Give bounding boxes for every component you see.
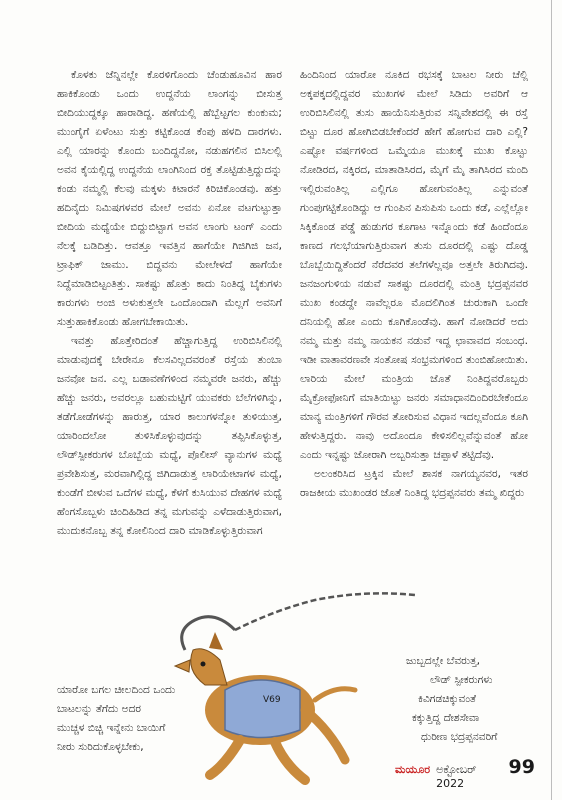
page-edge-rule [551, 0, 552, 800]
text-line: ಬಾಟಲನ್ನು ತೆಗೆದು ಅದರ [57, 703, 142, 715]
vest-label: V69 [263, 695, 281, 705]
text-line: ಜುಬ್ಬದಲ್ಲೇ ಬೆವರುತ್ತ, [406, 655, 480, 667]
paragraph: ಹಿಂದಿನಿಂದ ಯಾರೋ ನೂಕಿದ ರಭಸಕ್ಕೆ ಬಾಟಲ ನೀರು ಚೆಲ್ಲಿ ಅಕ್ಕಪಕ್ಕದಲ್ಲಿದ್ದವರ ಮುಖಗಳ ಮೇಲೆ ಸಿಡಿದು ಅವರಿಗೆ ಆ ಉರಿಬಿಸಿಲಿನಲ್ಲಿ ತುಸು ಹಾಯೆನಿಸುತ್ತಿರುವ ಸನ್ನಿವೇಶದಲ್ಲಿ ಈ ರಸ್ತೆ ಬಿಟ್ಟು ದೂರ ಹೋಗಿಬಿಡಬೇಕೆಂದರೆ ಹೇಗೆ ಹೋಗುವ ದಾರಿ ಎಲ್ಲಿ? ಎಷ್ಟೋ ವರ್ಷಗಳಿಂದ ಒಮ್ಮೆಯೂ ಮುಖಕ್ಕೆ ಮುಖ ಕೊಟ್ಟು ನೋಡಿರದ, ನಕ್ಕಿರದ, ಮಾತಾಡಿಸಿರದ, ಮೈಗೆ ಮೈ ತಾಗಿಸಿರದ ಮಂದಿ ಇಲ್ಲಿರುವಂತಿಲ್ಲ ಎಲ್ಲಿಗೂ ಹೋಗುವಂತಿಲ್ಲ ಎನ್ನುವಂತೆ ಗುಂಪುಗಟ್ಟಿಕೊಂಡಿದ್ದು ಆ ಗುಂಪಿನ ಪಿಸುಪಿಸು ಒಂದು ಕಡೆ, ಎಲ್ಲೆಲ್ಲೋ ಸಿಕ್ಕಿಕೊಂಡ ಪಡ್ಡೆ ಹುಡುಗರ ಕೂಗಾಟ ಇನ್ನೊಂದು ಕಡೆ ಹಿಂದೆಂದೂ ಕಾಣದ ಗಲಭೆಯಾಗುತ್ತಿರುವಾಗ ತುಸು ದೂರದಲ್ಲಿ ಎಷ್ಟು ದೊಡ್ಡ ಬೊಬ್ಬೆಯಿದ್ದಿತೆಂದರೆ ನೆರೆದವರ ತಲೆಗಳೆಲ್ಲವೂ ಅತ್ತಲೇ ತಿರುಗಿದವು. ಜನಜಂಗುಳಿಯ ನಡುವೆ ಸಾಕಷ್ಟು ದೂರದಲ್ಲಿ ಮಂತ್ರಿ ಭದ್ರಪ್ಪನವರ ಮುಖ ಕಂಡದ್ದೇ ನಾವೆಲ್ಲರೂ ಮೊದಲಿಗಿಂತ ಚುರುಕಾಗಿ ಒಂದೇ ದನಿಯಲ್ಲಿ ಹೋ ಎಂದು ಕೂಗಿಕೊಂಡೆವು. ಹಾಗೆ ನೋಡಿದರೆ ಅದು ನಮ್ಮ ಮತ್ತು ನಮ್ಮ ನಾಯಕನ ನಡುವೆ ಇದ್ದ ಛಾವಾವದ ಸಂಬಂಧ. ಇಡೀ ವಾತಾವರಣವೇ ಸಂತೋಷ ಸಂಭ್ರಮಗಳಿಂದ ತುಂಬಿಹೋಯಿತು. ಲಾರಿಯ ಮೇಲೆ ಮಂತ್ರಿಯ ಜೊತೆ ನಿಂತಿದ್ದವರೊಬ್ಬರು ಮೈಕ್ರೋಫೋನಿಗೆ ಮಾತಿಯಿಟ್ಟು ಜನರು ಸಮಾಧಾನದಿಂದಿರಬೇಕೆಂದೂ ಮಾನ್ಯ ಮಂತ್ರಿಗಳಿಗೆ ಗೌರವ ತೋರಿಸುವ ವಿಧಾನ ಇದಲ್ಲವೆಂದೂ ಕೂಗಿ ಹೇಳುತ್ತಿದ್ದರು. ನಾವು ಅದೊಂದೂ ಕೇಳಿಸಲಿಲ್ಲವೆನ್ನುವಂತೆ ಹೋ ಎಂದು ಇನ್ನಷ್ಟು ಜೋರಾಗಿ ಅಬ್ಬರಿಸುತ್ತಾ ಚಪ್ಪಾಳೆ ತಟ್ಟಿದೆವು. [300, 69, 528, 461]
text-line: ಕಿವಿಗಡಚಿಕ್ಕುವಂತೆ [418, 693, 477, 705]
text-line: ಕಕ್ಕುತ್ತಿದ್ದ ದೇಶಸೇವಾ [412, 712, 480, 724]
text-line: ಲೌಡ್ ಸ್ಪೀಕರುಗಳು [430, 674, 493, 686]
text-line: ಧುರೀಣ ಭದ್ರಪ್ಪನವರಿಗೆ [421, 731, 498, 743]
left-column [57, 66, 282, 541]
dog-illustration [165, 590, 425, 800]
page-number: 99 [508, 756, 535, 778]
text-line: ನೀರು ಸುರಿದುಕೊಳ್ಳಬೇಕು, [57, 741, 144, 753]
issue-date: ಅಕ್ಟೋಬರ್ 2022 [436, 763, 477, 790]
page-footer [395, 756, 535, 790]
magazine-name: ಮಯೂರ [395, 763, 431, 776]
paragraph: ಇವತ್ತು ಹೊತ್ತೇರಿದಂತೆ ಹೆಚ್ಚಾಗುತ್ತಿದ್ದ ಉರಿಬಿಸಿಲಿನಲ್ಲಿ ಮಾಡುವುದಕ್ಕೆ ಬೇರೇನೂ ಕೆಲಸವಿಲ್ಲದವರಂತೆ ರಸ್ತೆಯ ತುಂಬಾ ಜನವೋ ಜನ. ಎಲ್ಲ ಬಡಾವಣೆಗಳಿಂದ ನಮ್ಮವರೇ ಜನರು, ಹೆಚ್ಚು ಹೆಚ್ಚು ಜನರು, ಅವರಲ್ಲೂ ಬಹುಮಟ್ಟಿಗೆ ಯುವಕರು ಬೆಲೆಗಳಿಗಿನ್ನು, ತಡೆಗೋಡೆಗಳನ್ನು ಹಾರುತ್ತ, ಯಾರ ಕಾಲುಗಳನ್ನೋ ತುಳಿಯುತ್ತ, ಯಾರಿಂದಲೋ ತುಳಿಸಿಕೊಳ್ಳುವುದನ್ನು ತಪ್ಪಿಸಿಕೊಳ್ಳುತ್ತ, ಲೌಡ್‌ಸ್ಪೀಕರುಗಳ ಬೊಬ್ಬೆಯ ಮಧ್ಯೆ, ಪೊಲೀಸ್ ವ್ಯಾನುಗಳ ಮಧ್ಯೆ ಪ್ರವೇಶಿಸುತ್ತ, ಮರವಾಗಿಲ್ಲಿದ್ದ ಜಿಗಿದಾಡುತ್ತ ಲಾರಿಯೇಟಾಗಳ ಮಧ್ಯೆ, ಕುಂಡೆಗೆ ಬೀಳುವ ಒದೆಗಳ ಮಧ್ಯೆ, ಕೆಳಗೆ ಕುಸಿಯುವ ದೇಹಗಳ ಮಧ್ಯೆ ಹೆಂಗಸೊಬ್ಬಳು ಚಿಂದಿಹಿಡಿದ ತನ್ನ ಮಗುವನ್ನು ಎಳೆದಾಡುತ್ತಿರುವಾಗ, ಮುದುಕನೊಬ್ಬ ತನ್ನ ಕೋಲಿನಿಂದ ದಾರಿ ಮಾಡಿಕೊಳ್ಳುತ್ತಿರುವಾಗ [57, 335, 282, 537]
right-column [300, 66, 528, 503]
text-line: ಮುಚ್ಚಳ ಬಿಚ್ಚಿ ಇನ್ನೇನು ಬಾಯಿಗೆ [57, 722, 166, 734]
text-line: ಯಾರೋ ಬಗಲ ಚೀಲದಿಂದ ಒಂದು [57, 684, 176, 696]
paragraph: ಕೊಳಕು ಜೆನ್ನಿನಲ್ಲೇ ಕೊರಳಿಗೊಂದು ಚೆಂಡುಹೂವಿನ ಹಾರ ಹಾಕಿಕೊಂಡು ಒಂದು ಉದ್ದನೆಯ ಲಾಂಗನ್ನು ಬೀಸುತ್ತ ಬೀದಿಯುದ್ದಕ್ಕೂ ಹಾರಾಡಿದ್ದ. ಹಣೆಯಲ್ಲಿ ಹೆಬ್ಬೆಟ್ಟಗಲ ಕುಂಕುಮ; ಮುಂಗೈಗೆ ಏಳೆಂಟು ಸುತ್ತು ಕಟ್ಟಿಕೊಂಡ ಕೆಂಪು ಹಳದಿ ದಾರಗಳು. ಎಲ್ಲಿ ಯಾರನ್ನು ಕೊಂದು ಬಂದಿದ್ದನೋ, ನಡುಹಗಲಿನ ಬಿಸಿಲಲ್ಲಿ ಅವನ ಕೈಯಲ್ಲಿದ್ದ ಉದ್ದನೆಯ ಲಾಂಗಿನಿಂದ ರಕ್ತ ತೊಟ್ಟಿಡುತ್ತಿದ್ದುದನ್ನು ಕಂಡು ನಮ್ಮಲ್ಲಿ ಕೆಲವು ಮಕ್ಕಳು ಕಿಟಾರನೆ ಕಿರಿಚಿಕೊಂಡವು. ಹತ್ತು ಹದಿನೈದು ನಿಮಿಷಗಳವರ ಮೇಲೆ ಅವನು ಏನೋ ವಟಗುಟ್ಟುತ್ತಾ ಬೀದಿಯ ಮಧ್ಯೆಯೇ ಬಿದ್ದುಬಿಟ್ಟಾಗ ಅವನ ಲಾಂಗು ಟಂಗ್ ಎಂದು ನೆಲಕ್ಕೆ ಬಡಿದಿತ್ತು. ಆವತ್ತೂ ಇವತ್ತಿನ ಹಾಗೆಯೇ ಗಿಜಿಗಿಜಿ ಜನ, ಟ್ರಾಫಿಕ್ ಜಾಮು. ಬಿದ್ದವನು ಮೇಲೇಳದೆ ಹಾಗೆಯೇ ನಿದ್ದೆಮಾಡಿಬಿಟ್ಟಂತಿತ್ತು. ಸಾಕಷ್ಟು ಹೊತ್ತು ಕಾದು ನಿಂತಿದ್ದ ಬೈಕುಗಳು ಕಾರುಗಳು ಅಂಜಿ ಅಳುಕುತ್ತಲೇ ಒಂದೊಂದಾಗಿ ಮೆಲ್ಲಗೆ ಅವನಿಗೆ ಸುತ್ತುಹಾಕಿಕೊಂಡು ಹೋಗಬೇಕಾಯಿತು. [57, 69, 282, 328]
paragraph: ಅಲಂಕರಿಸಿದ ಟ್ರಕ್ಕಿನ ಮೇಲೆ ಶಾಸಕ ನಾಗಯ್ಯನವರ, ಇತರ ರಾಜಕೀಯ ಮುಖಂಡರ ಜೊತೆ ನಿಂತಿದ್ದ ಭದ್ರಪ್ಪನವರು ತಮ್ಮ ಖಿದ್ದರು [300, 468, 528, 499]
